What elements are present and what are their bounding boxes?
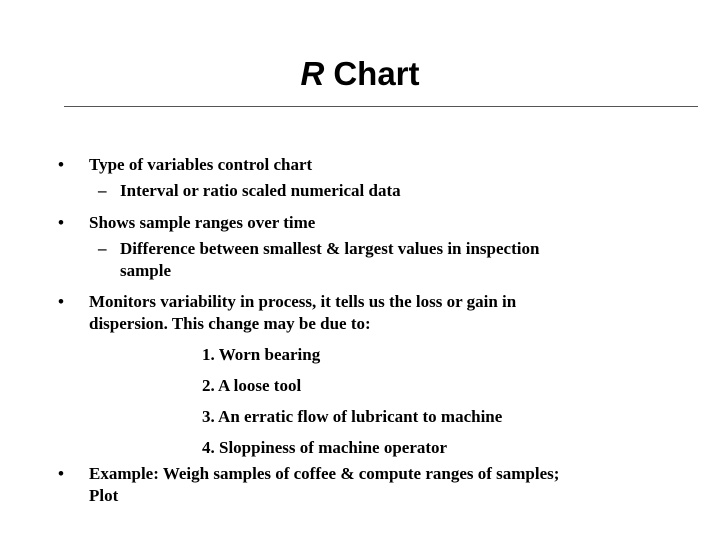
title-italic-r: R bbox=[300, 55, 325, 92]
cause-item-4: 4. Sloppiness of machine operator bbox=[202, 438, 448, 457]
bullet-4-line-2: Plot bbox=[89, 486, 119, 505]
sub-dash: – bbox=[98, 239, 107, 258]
bullet-4-text bbox=[89, 463, 559, 507]
bullet-marker: • bbox=[58, 464, 64, 483]
cause-item-3: 3. An erratic flow of lubricant to machine bbox=[202, 407, 503, 426]
bullet-1-text: Type of variables control chart bbox=[89, 155, 313, 174]
sub-dash: – bbox=[98, 181, 107, 200]
bullet-marker: • bbox=[58, 213, 64, 232]
bullet-2-subitem bbox=[98, 238, 539, 282]
bullet-1-sub-text: Interval or ratio scaled numerical data bbox=[120, 181, 401, 200]
bullet-4-line-1: Example: Weigh samples of coffee & compute ranges of samples; bbox=[89, 464, 560, 483]
bullet-2-sub-line-1: Difference between smallest & largest values in inspection bbox=[120, 239, 540, 258]
bullet-marker: • bbox=[58, 155, 64, 174]
bullet-2-text: Shows sample ranges over time bbox=[89, 213, 316, 232]
cause-item-1: 1. Worn bearing bbox=[202, 345, 321, 364]
bullet-3-line-2: dispersion. This change may be due to: bbox=[89, 314, 371, 333]
title-divider bbox=[64, 106, 698, 107]
cause-item-2: 2. A loose tool bbox=[202, 376, 302, 395]
bullet-3-line-1: Monitors variability in process, it tells us the loss or gain in bbox=[89, 292, 517, 311]
bullet-2-sub-line-2: sample bbox=[120, 261, 171, 280]
title-text: Chart bbox=[333, 55, 420, 92]
bullet-marker: • bbox=[58, 292, 64, 311]
slide-title bbox=[0, 52, 720, 96]
bullet-3-text bbox=[89, 291, 516, 335]
bullet-1-subitem bbox=[98, 180, 401, 202]
